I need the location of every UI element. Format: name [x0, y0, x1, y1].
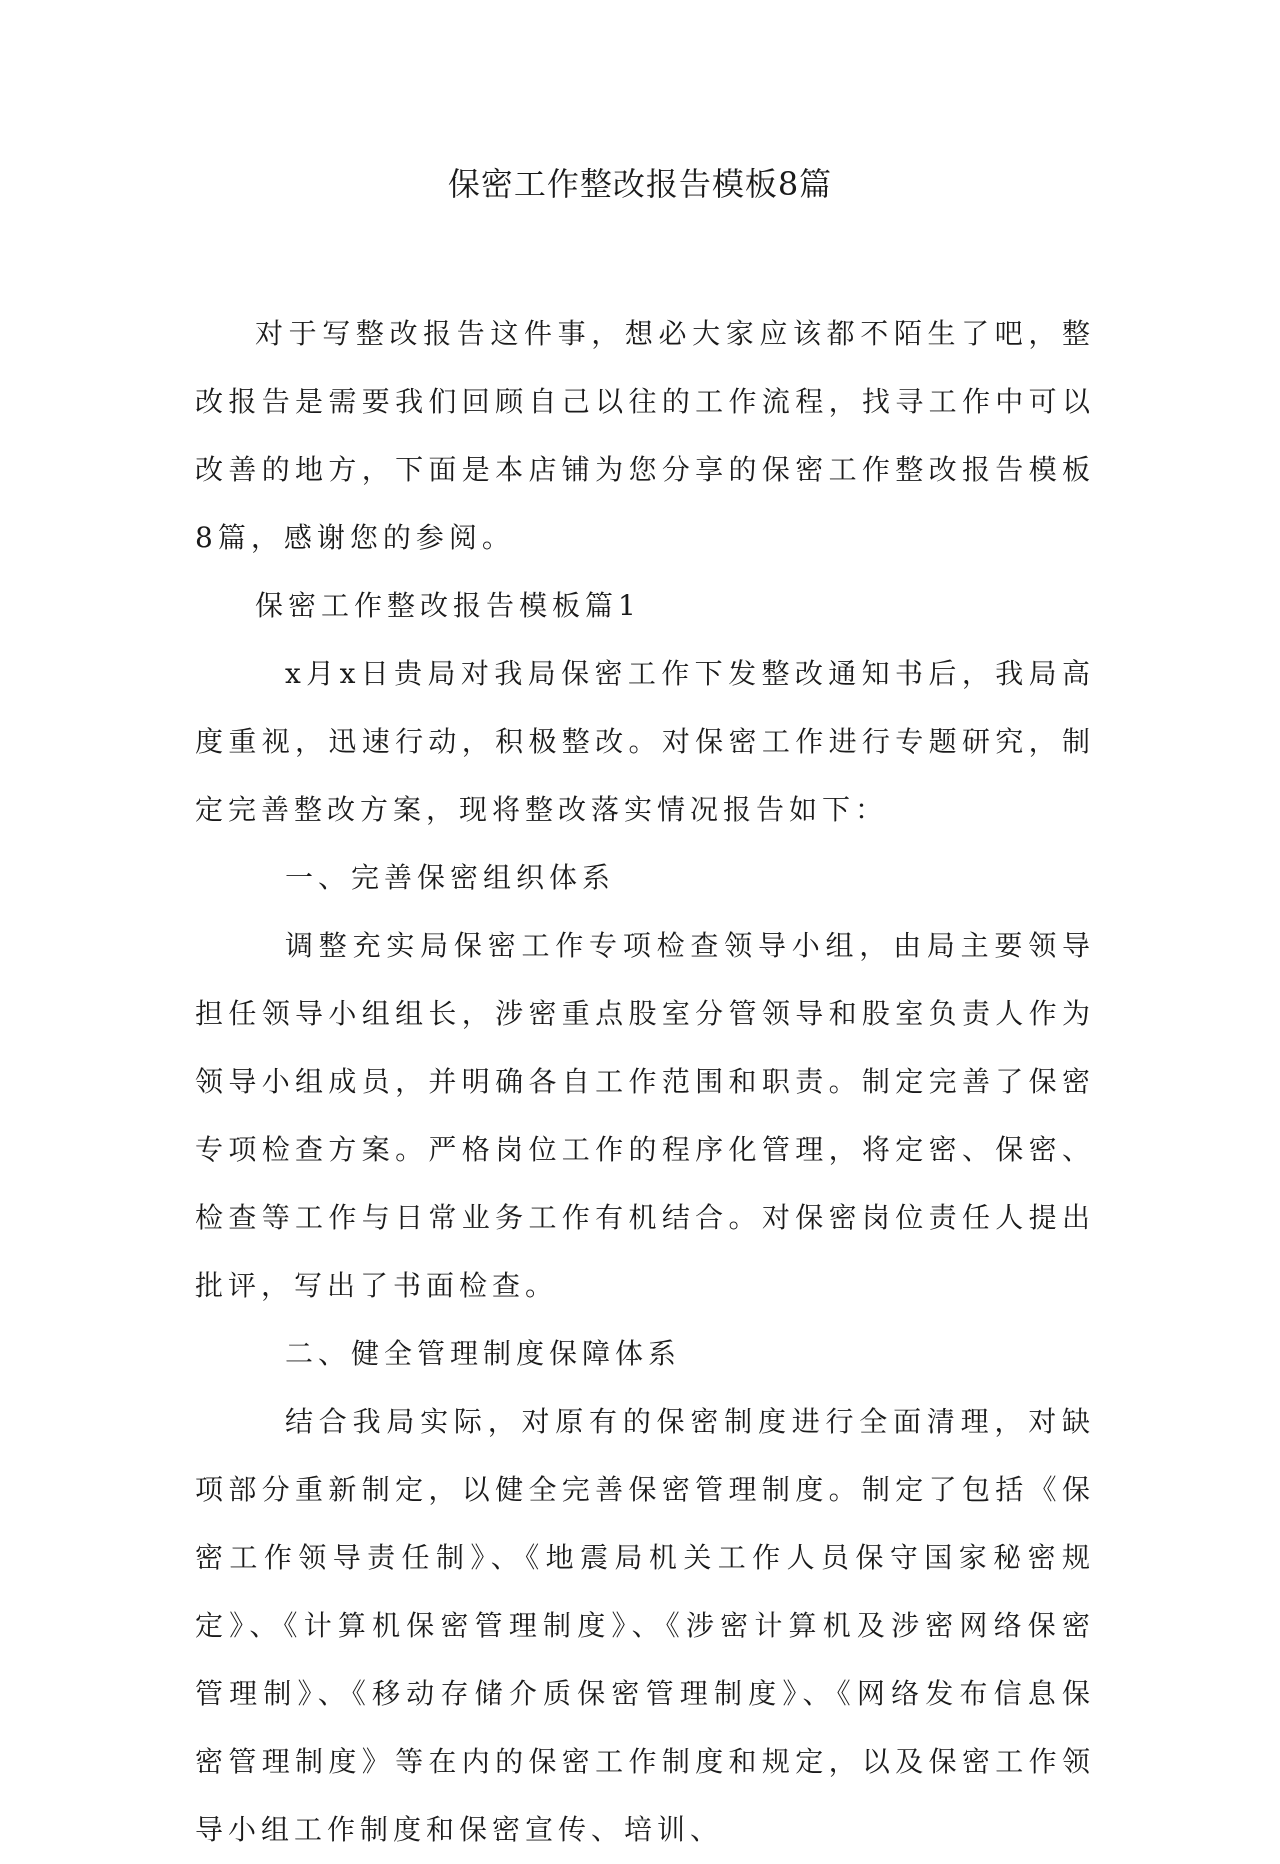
body-paragraph: 调整充实局保密工作专项检查领导小组，由局主要领导担任领导小组组长，涉密重点股室分管领导和股室负责人作为领导小组成员，并明确各自工作范围和职责。制定完善了保密专项检查方案。严格岗位工作的程序化管理，将定密、保密、检查等工作与日常业务工作有机结合。对保密岗位责任人提出批评，写出了书面检查。 [195, 929, 1095, 1302]
document-body [195, 300, 1095, 1864]
section-heading-article-1: 保密工作整改报告模板篇1 [255, 589, 641, 622]
section-heading: 二、健全管理制度保障体系 [285, 1337, 682, 1370]
body-paragraph: x月x日贵局对我局保密工作下发整改通知书后，我局高度重视，迅速行动，积极整改。对保密工作进行专题研究，制定完善整改方案，现将整改落实情况报告如下： [195, 657, 1095, 826]
document-title: 保密工作整改报告模板8篇 [447, 165, 833, 203]
intro-paragraph: 对于写整改报告这件事，想必大家应该都不陌生了吧，整改报告是需要我们回顾自己以往的工作流程，找寻工作中可以改善的地方，下面是本店铺为您分享的保密工作整改报告模板8篇，感谢您的参阅。 [195, 317, 1095, 554]
section-heading: 一、完善保密组织体系 [285, 861, 616, 894]
body-paragraph: 结合我局实际，对原有的保密制度进行全面清理，对缺项部分重新制定，以健全完善保密管理制度。制定了包括《保密工作领导责任制》、《地震局机关工作人员保守国家秘密规定》、《计算机保密管理制度》、《涉密计算机及涉密网络保密管理制》、《移动存储介质保密管理制度》、《网络发布信息保密管理制度》等在内的保密工作制度和规定，以及保密工作领导小组工作制度和保密宣传、培训、 [195, 1405, 1095, 1846]
